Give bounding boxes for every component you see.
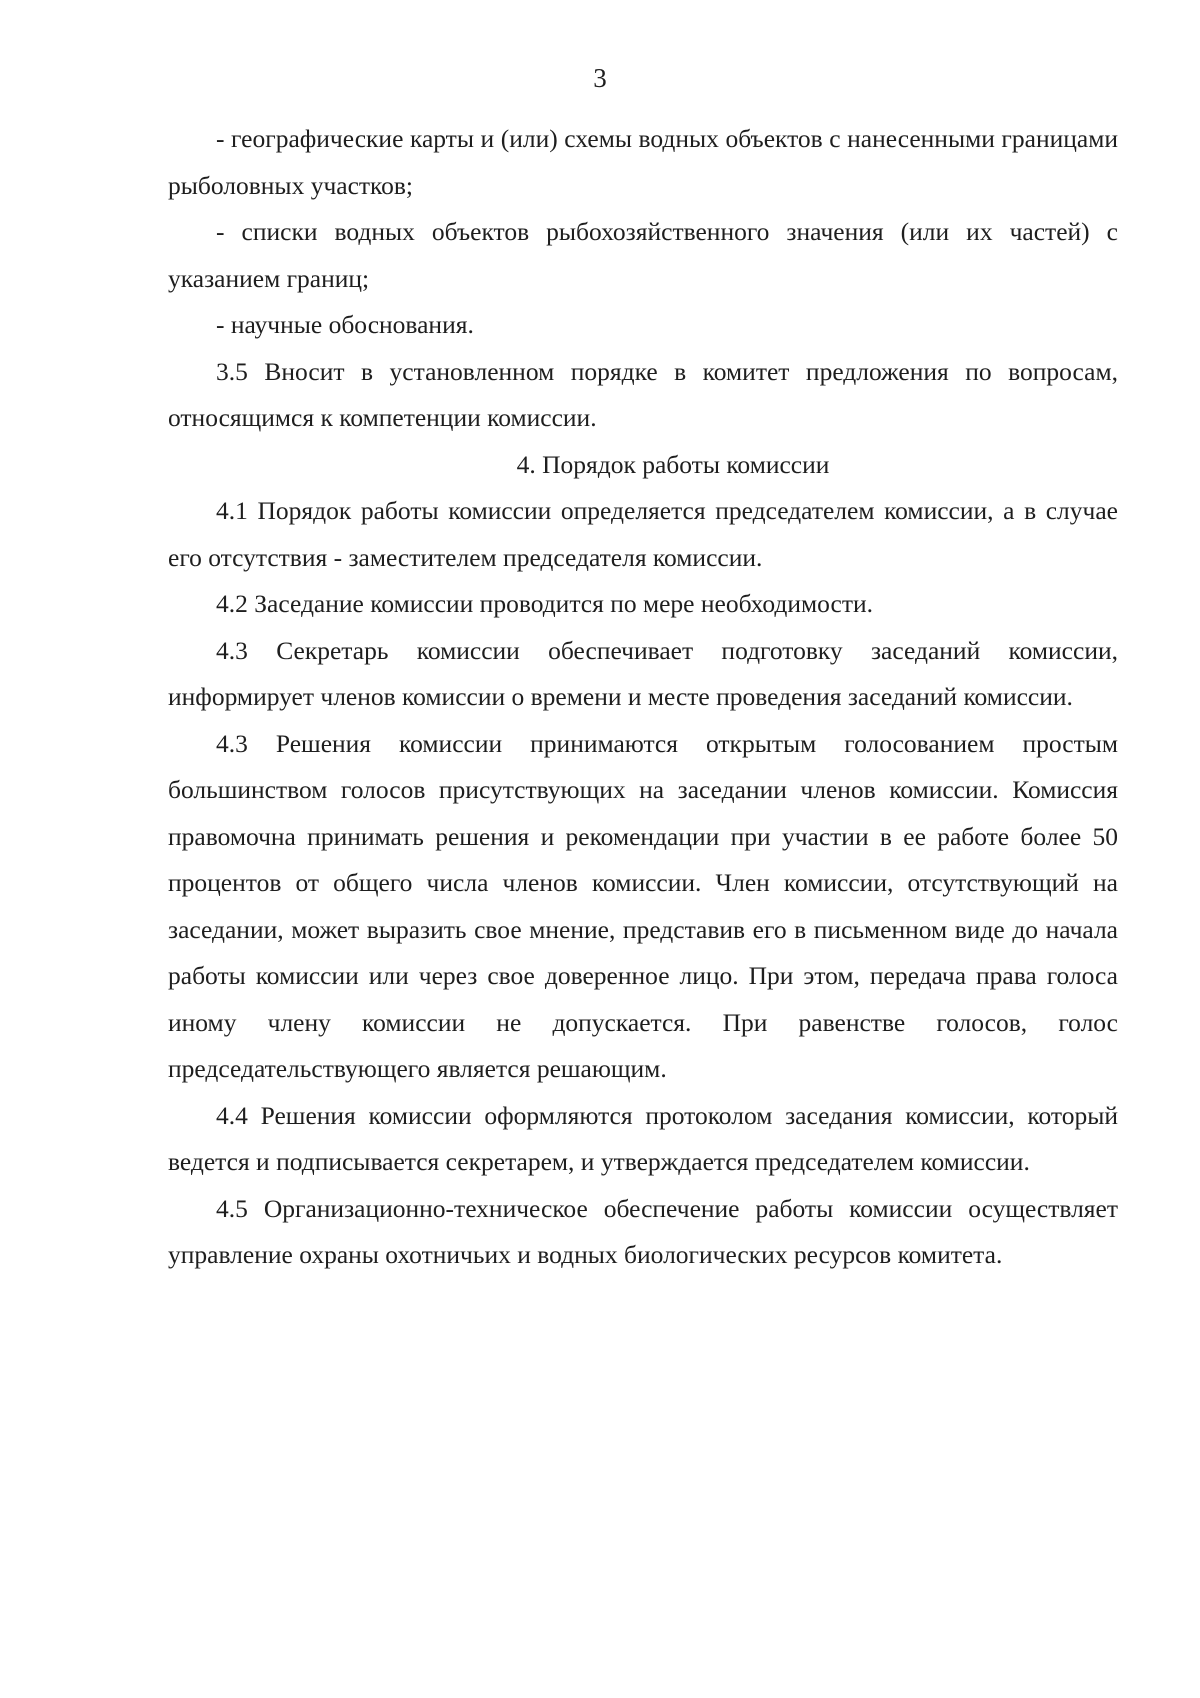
paragraph-4-3-secretary: 4.3 Секретарь комиссии обеспечивает подготовку заседаний комиссии, информирует членов комиссии о времени и месте проведения заседаний комиссии. — [168, 635, 1118, 711]
paragraph-4-3-decisions: 4.3 Решения комиссии принимаются открытым голосованием простым большинством голосов присутствующих на заседании членов комиссии. Комиссия правомочна принимать решения и рекомендации при участии в ее работе более 50 процентов от общего числа членов комиссии. Член комиссии, отсутствующий на заседании, может выразить свое мнение, представив его в письменном виде до начала работы комиссии или через свое доверенное лицо. При этом, передача права голоса иному члену комиссии не допускается. При равенстве голосов, голос председательствующего является решающим. — [168, 728, 1118, 1083]
page-number: 3 — [593, 63, 607, 93]
paragraph-3-5: 3.5 Вносит в установленном порядке в комитет предложения по вопросам, относящимся к компетенции комиссии. — [168, 356, 1118, 432]
paragraph-4-4: 4.4 Решения комиссии оформляются протоколом заседания комиссии, который ведется и подписывается секретарем, и утверждается председателем комиссии. — [168, 1100, 1118, 1176]
paragraph-4-1: 4.1 Порядок работы комиссии определяется председателем комиссии, а в случае его отсутствия - заместителем председателя комиссии. — [168, 496, 1118, 572]
paragraph-4-2: 4.2 Заседание комиссии проводится по мере необходимости. — [216, 589, 874, 618]
paragraph-4-5: 4.5 Организационно-техническое обеспечение работы комиссии осуществляет управление охраны охотничьих и водных биологических ресурсов комитета. — [168, 1193, 1118, 1269]
list-item-water-bodies: - списки водных объектов рыбохозяйственного значения (или их частей) с указанием границ; — [168, 217, 1118, 293]
section-heading-4: 4. Порядок работы комиссии — [516, 449, 830, 479]
list-item-maps: - географические карты и (или) схемы водных объектов с нанесенными границами рыболовных участков; — [168, 124, 1118, 200]
list-item-scientific-justifications: - научные обоснования. — [216, 310, 474, 339]
document-body — [168, 116, 1118, 1279]
